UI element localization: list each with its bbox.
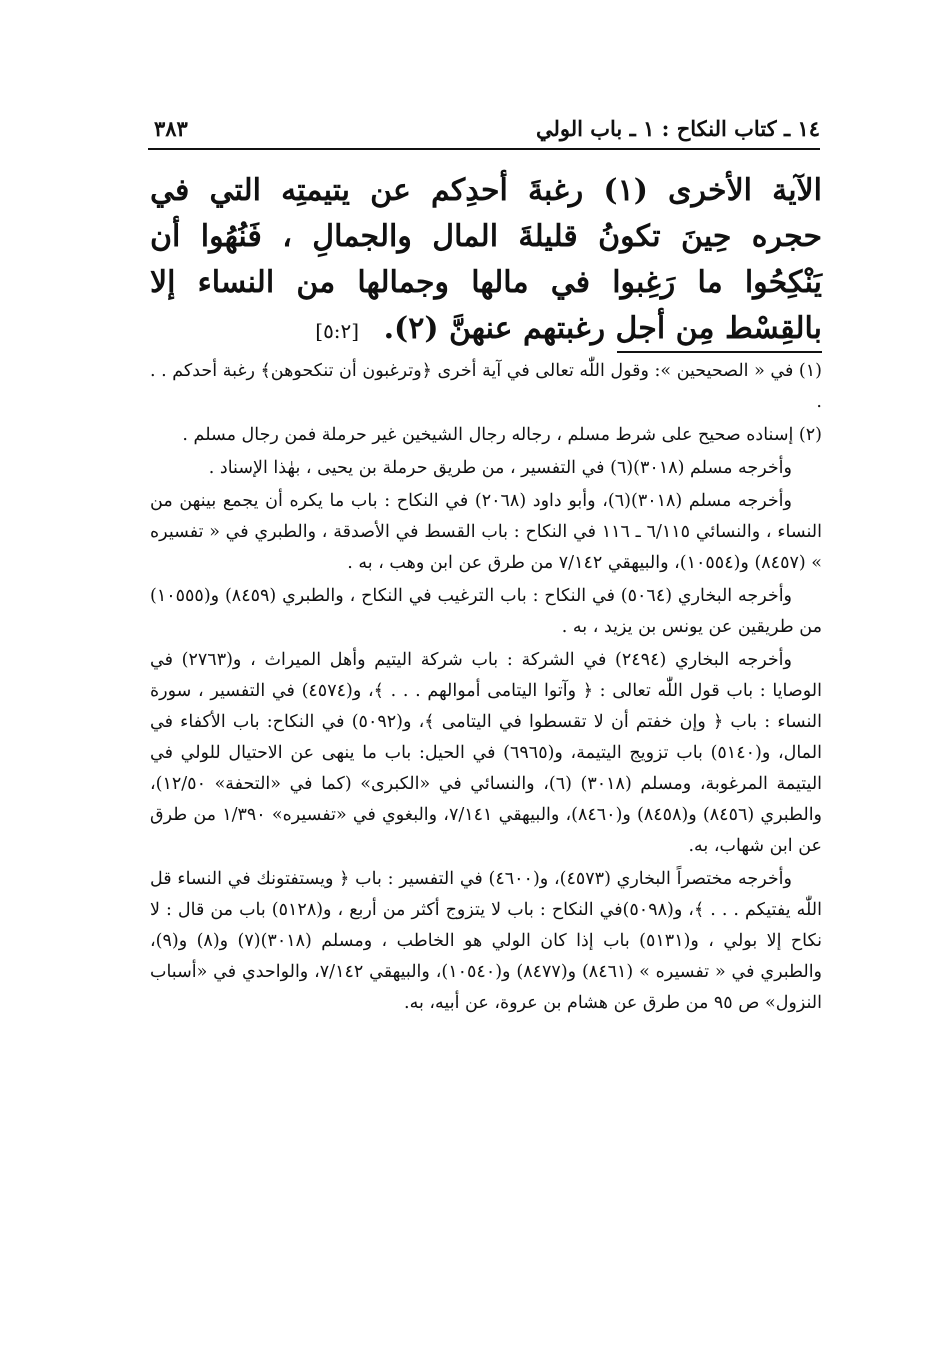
- footnote-paragraph: وأخرجه البخاري (٥٠٦٤) في النكاح : باب الترغيب في النكاح ، والطبري (٨٤٥٩) و(١٠٥٥٥) من طريقين عن يونس بن يزيد ، به .: [150, 586, 822, 637]
- footnote-paragraph: وأخرجه مختصراً البخاري (٤٥٧٣)، و(٤٦٠٠) في التفسير : باب ﴿ ويستفتونك في النساء قل اللّٰه يفتيكم . . . ﴾، و(٥٠٩٨)في النكاح : باب لا يتزوج أكثر من أربع ، و(٥١٢٨) باب من قال : لا نكاح إلا بولي ، و(٥١٣١) باب إذا كان الولي هو الخاطب ، ومسلم (٣٠١٨)(٧) و(٨) و(٩)، والطبري في « تفسيره » (٨٤٦١) و(٨٤٧٧) و(١٠٥٤٠)، والبيهقي ٧/١٤٢، والواحدي في «أسباب النزول» ص ٩٥ من طرق عن هشام بن عروة، عن أبيه، به.: [150, 869, 823, 1013]
- main-text: [150, 168, 822, 354]
- footnotes: [150, 356, 822, 1021]
- hadith-reference: [٥:٢]: [315, 319, 360, 343]
- footnote-separator: [617, 351, 822, 353]
- page-number: ٣٨٣: [154, 116, 188, 141]
- running-header: [148, 112, 820, 150]
- footnote-paragraph: وأخرجه مسلم (٣٠١٨)(٦) في التفسير ، من طريق حرملة بن يحيى ، بهٰذا الإسناد .: [208, 458, 792, 478]
- footnote-2: (٢) إسناده صحيح على شرط مسلم ، رجاله رجال الشيخين غير حرملة فمن رجال مسلم .: [182, 425, 822, 445]
- footnote-1: (١) في « الصحيحين »: وقول اللّٰه تعالى في آية أخرى ﴿وترغبون أن تنكحوهن﴾ رغبة أحدكم . . .: [150, 361, 822, 412]
- chapter-title: ١٤ ـ كتاب النكاح : ١ ـ باب الولي: [535, 116, 820, 141]
- footnote-paragraph: وأخرجه البخاري (٢٤٩٤) في الشركة : باب شركة اليتيم وأهل الميراث ، و(٢٧٦٣) في الوصايا : باب قول اللّٰه تعالى : ﴿ وآتوا اليتامى أموالهم . . . ﴾، و(٤٥٧٤) في التفسير ، سورة النساء : باب ﴿ وإن خفتم أن لا تقسطوا في اليتامى ﴾، و(٥٠٩٢) في النكاح: باب الأكفاء في المال، و(٥١٤٠) باب تزويج اليتيمة، و(٦٩٦٥) في الحيل: باب ما ينهى عن الاحتيال للولي في اليتيمة المرغوبة، ومسلم (٣٠١٨) (٦)، والنسائي في «الكبرى» (كما في «التحفة» ١٢/٥٠)، والطبري (٨٤٥٦) و(٨٤٥٨) و(٨٤٦٠)، والبيهقي ٧/١٤١، والبغوي في «تفسيره» ١/٣٩٠ من طرق عن ابن شهاب، به.: [150, 650, 823, 856]
- footnote-paragraph: وأخرجه مسلم (٣٠١٨)(٦)، وأبو داود (٢٠٦٨) في النكاح : باب ما يكره أن يجمع بينهن من النساء ، والنسائي ٦/١١٥ ـ ١١٦ في النكاح : باب القسط في الأصدقة ، والطبري في « تفسيره » (٨٤٥٧) و(١٠٥٥٤)، والبيهقي ٧/١٤٢ من طرق عن ابن وهب ، به .: [150, 491, 822, 573]
- main-text-body: الآية الأخرى (١) رغبةَ أحدِكم عن يتيمتِه التي في حجره حِينَ تكونُ قليلةَ المال والجمالِ ، فَنُهُوا أن يَنْكِحُوا ما رَغِبوا في مالها وجمالها من النساء إلا بالقِسْط مِن أجل رغبتهم عنهنَّ (٢).: [150, 173, 822, 346]
